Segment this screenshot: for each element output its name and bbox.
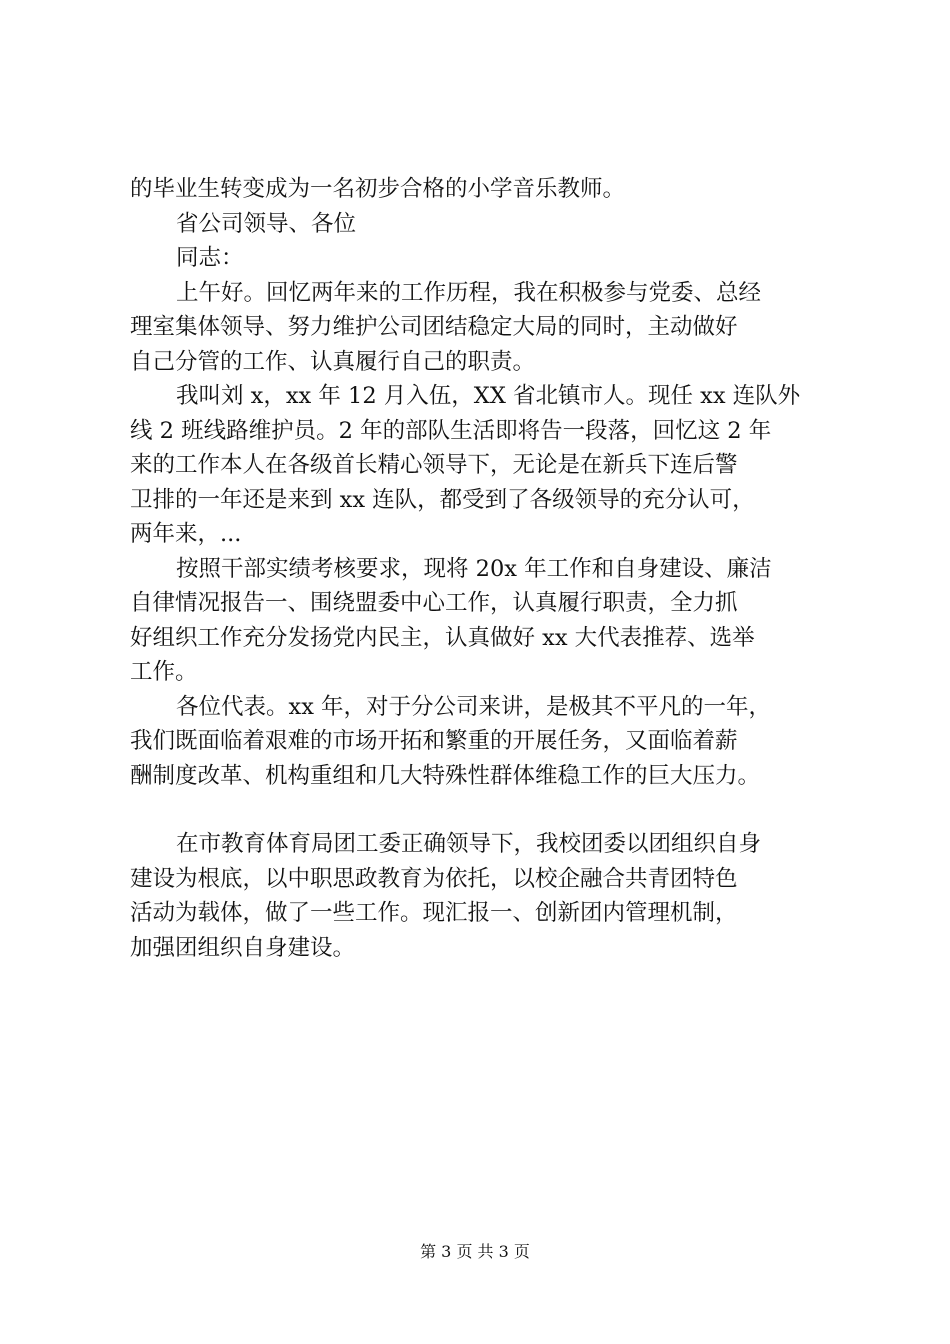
paragraph-line: 上午好。回忆两年来的工作历程，我在积极参与党委、总经 — [176, 279, 762, 306]
paragraph-line: 来的工作本人在各级首长精心领导下，无论是在新兵下连后警 — [130, 452, 738, 478]
paragraph-line: 酬制度改革、机构重组和几大特殊性群体维稳工作的巨大压力。 — [130, 762, 761, 789]
paragraph-line: 我叫刘 x，xx 年 12 月入伍，XX 省北镇市人。现任 xx 连队外 — [176, 383, 801, 409]
page-footer: 第 3 页 共 3 页 — [420, 1242, 530, 1261]
salutation-line: 省公司领导、各位 — [176, 210, 357, 237]
paragraph-line: 加强团组织自身建设。 — [130, 934, 356, 961]
paragraph-line: 自律情况报告一、围绕盟委中心工作，认真履行职责，全力抓 — [130, 590, 738, 616]
paragraph-line: 工作。 — [130, 659, 198, 685]
paragraph-line: 建设为根底，以中职思政教育为依托，以校企融合共青团特色 — [130, 865, 738, 892]
paragraph-line: 好组织工作充分发扬党内民主，认真做好 xx 大代表推荐、选举 — [130, 624, 755, 651]
paragraph-line: 我们既面临着艰难的市场开拓和繁重的开展任务，又面临着薪 — [130, 728, 738, 754]
paragraph-line: 按照干部实绩考核要求，现将 20x 年工作和自身建设、廉洁 — [176, 555, 772, 582]
paragraph-line: 在市教育体育局团工委正确领导下，我校团委以团组织自身 — [176, 831, 762, 857]
paragraph-line: 的毕业生转变成为一名初步合格的小学音乐教师。 — [130, 176, 626, 202]
paragraph-line: 两年来，... — [130, 521, 242, 547]
paragraph-gap — [130, 793, 830, 827]
salutation-line: 同志： — [176, 245, 244, 271]
document-body — [130, 172, 830, 965]
paragraph-line: 活动为载体，做了一些工作。现汇报一、创新团内管理机制， — [130, 900, 738, 926]
paragraph-line: 卫排的一年还是来到 xx 连队，都受到了各级领导的充分认可， — [130, 486, 755, 513]
paragraph-line: 理室集体领导、努力维护公司团结稳定大局的同时，主动做好 — [130, 314, 738, 340]
paragraph-line: 各位代表。xx 年，对于分公司来讲，是极其不平凡的一年， — [176, 693, 772, 720]
paragraph-line: 自己分管的工作、认真履行自己的职责。 — [130, 348, 536, 375]
paragraph-line: 线 2 班线路维护员。2 年的部队生活即将告一段落，回忆这 2 年 — [130, 417, 772, 444]
